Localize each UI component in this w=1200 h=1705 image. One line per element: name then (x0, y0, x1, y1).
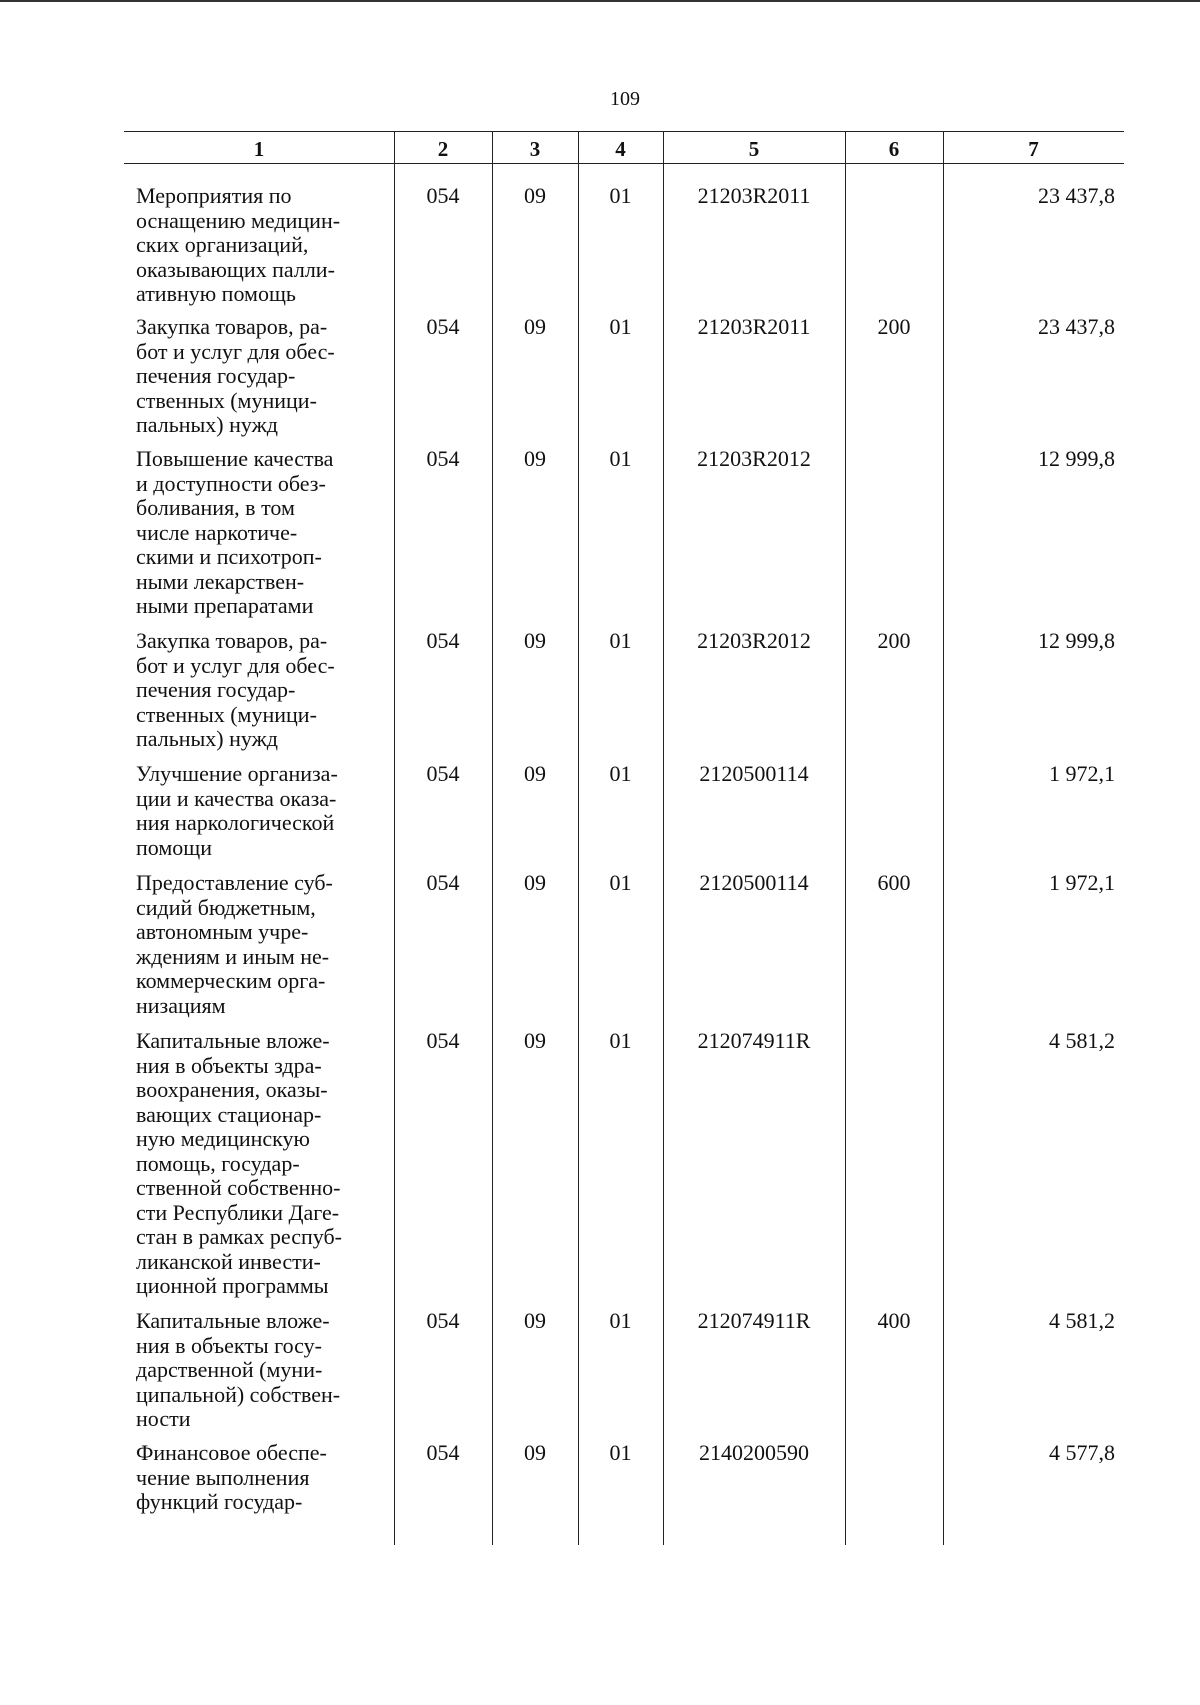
row-col-5: 212074911R (697, 1028, 811, 1053)
row-col-5: 21203R2012 (697, 446, 811, 471)
row-col-5: 212074911R (697, 1308, 811, 1333)
row-col-4: 01 (609, 761, 632, 786)
row-amount: 12 999,8 (1038, 628, 1115, 653)
row-col-4: 01 (609, 1440, 632, 1465)
row-col-2: 054 (426, 1308, 460, 1333)
row-col-5: 2120500114 (699, 870, 809, 895)
row-amount: 23 437,8 (1038, 183, 1115, 208)
row-description: Мероприятия по оснащению медицин- ских организаций, оказывающих палли- ативную помощь (136, 183, 341, 306)
row-col-3: 09 (524, 314, 546, 339)
row-amount: 23 437,8 (1038, 314, 1115, 339)
row-col-6: 200 (877, 628, 911, 653)
row-amount: 12 999,8 (1038, 446, 1115, 471)
row-col-4: 01 (609, 1308, 632, 1333)
row-description: Повышение качества и доступности обез- боливания, в том числе наркотиче- скими и психотроп- ными лекарствен- ными препаратами (136, 446, 334, 618)
row-col-5: 21203R2012 (697, 628, 811, 653)
row-col-5: 2140200590 (699, 1440, 809, 1465)
row-col-4: 01 (609, 183, 632, 208)
row-col-3: 09 (524, 761, 546, 786)
table-top-rule (124, 131, 1124, 132)
row-col-2: 054 (426, 183, 460, 208)
column-header-6: 6 (888, 137, 900, 161)
row-amount: 1 972,1 (1049, 761, 1115, 786)
row-description: Капитальные вложе- ния в объекты госу- дарственной (муни- ципальной) собствен- ности (136, 1308, 341, 1431)
row-col-5: 2120500114 (699, 761, 809, 786)
row-amount: 4 581,2 (1049, 1028, 1115, 1053)
row-col-6: 400 (877, 1308, 911, 1333)
row-col-6: 200 (877, 314, 911, 339)
row-col-5: 21203R2011 (697, 314, 811, 339)
row-description: Финансовое обеспе- чение выполнения функций государ- (136, 1440, 327, 1514)
row-col-4: 01 (609, 870, 632, 895)
row-description: Закупка товаров, ра- бот и услуг для обес- печения государ- ственных (муници- пальных) нужд (136, 314, 335, 437)
column-header-4: 4 (615, 137, 626, 161)
row-col-2: 054 (426, 1028, 460, 1053)
row-col-5: 21203R2011 (697, 183, 811, 208)
row-col-4: 01 (609, 628, 632, 653)
row-col-2: 054 (426, 446, 460, 471)
row-description: Закупка товаров, ра- бот и услуг для обес- печения государ- ственных (муници- пальных) нужд (136, 628, 335, 751)
row-description: Капитальные вложе- ния в объекты здра- воохранения, оказы- вающих стационар- ную медицинскую помощь, государ- ственной собственно- сти Республики Даге- стан в рамках респуб- ликанской инвести- ционной программы (136, 1028, 342, 1298)
scan-edge (0, 0, 1200, 2)
row-description: Улучшение организа- ции и качества оказа- ния наркологической помощи (136, 761, 338, 860)
row-col-4: 01 (609, 1028, 632, 1053)
row-amount: 4 577,8 (1049, 1440, 1115, 1465)
column-header-2: 2 (437, 137, 449, 161)
header-bottom-rule (124, 163, 1124, 164)
row-col-3: 09 (524, 1440, 546, 1465)
row-col-3: 09 (524, 1028, 546, 1053)
row-amount: 1 972,1 (1049, 870, 1115, 895)
column-header-5: 5 (748, 137, 760, 161)
row-description: Предоставление суб- сидий бюджетным, автономным учре- ждениям и иным не- коммерческим орга- низациям (136, 870, 333, 1018)
row-col-3: 09 (524, 870, 546, 895)
row-col-2: 054 (426, 628, 460, 653)
row-col-4: 01 (609, 446, 632, 471)
row-amount: 4 581,2 (1049, 1308, 1115, 1333)
column-header-1: 1 (253, 137, 265, 161)
row-col-3: 09 (524, 1308, 546, 1333)
row-col-2: 054 (426, 314, 460, 339)
column-header-7: 7 (1028, 137, 1039, 161)
budget-table (124, 131, 1124, 1545)
row-col-3: 09 (524, 628, 546, 653)
row-col-3: 09 (524, 183, 546, 208)
page-number: 109 (610, 88, 640, 110)
row-col-2: 054 (426, 870, 460, 895)
row-col-2: 054 (426, 1440, 460, 1465)
column-header-3: 3 (529, 137, 541, 161)
row-col-2: 054 (426, 761, 460, 786)
row-col-4: 01 (609, 314, 632, 339)
row-col-6: 600 (877, 870, 911, 895)
row-col-3: 09 (524, 446, 546, 471)
